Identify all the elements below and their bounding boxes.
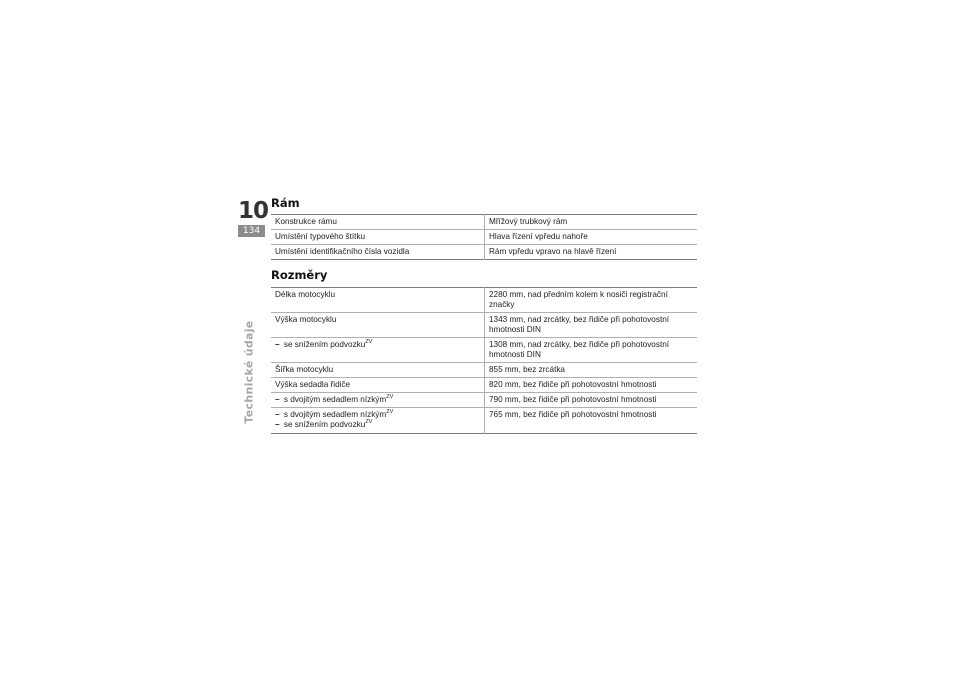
table-row (271, 215, 697, 230)
optional-equipment-marker: ZV (365, 339, 373, 345)
spec-label-cell (271, 408, 485, 434)
spec-label: se snížením podvozku (283, 340, 366, 349)
table-row (271, 230, 697, 245)
table-row (271, 363, 697, 378)
table-row (271, 378, 697, 393)
spec-value: 1343 mm, nad zrcátky, bez řidiče při pohotovostní hmotnosti DIN (485, 313, 698, 338)
table-row (271, 313, 697, 338)
chapter-side-label: Technické údaje (242, 320, 256, 424)
spec-value: 765 mm, bez řidiče při pohotovostní hmotnosti (485, 408, 698, 434)
spec-value: Rám vpředu vpravo na hlavě řízení (485, 245, 698, 260)
spec-label: Výška sedadla řidiče (275, 380, 351, 389)
table-row (271, 393, 697, 408)
frame-spec-table (271, 214, 697, 260)
dash-marker: – (275, 340, 280, 349)
spec-label: Šířka motocyklu (275, 365, 334, 374)
spec-label-cell (271, 393, 485, 408)
spec-label: Umístění typového štítku (275, 232, 366, 241)
chapter-number: 10 (238, 198, 269, 224)
spec-value: 1308 mm, nad zrcátky, bez řidiče při pohotovostní hmotnosti DIN (485, 338, 698, 363)
dash-marker: – (275, 410, 280, 419)
optional-equipment-marker: ZV (386, 409, 394, 415)
dimensions-section-title: Rozměry (271, 268, 328, 282)
dash-marker: – (275, 420, 280, 429)
spec-label: Délka motocyklu (275, 290, 336, 299)
spec-label: s dvojitým sedadlem nízkým (283, 410, 387, 419)
table-row (271, 245, 697, 260)
spec-label: Konstrukce rámu (275, 217, 337, 226)
spec-value: 2280 mm, nad předním kolem k nosiči registrační značky (485, 288, 698, 313)
spec-value: Mřížový trubkový rám (485, 215, 698, 230)
table-row (271, 338, 697, 363)
spec-value: 855 mm, bez zrcátka (485, 363, 698, 378)
spec-value: 820 mm, bez řidiče při pohotovostní hmotnosti (485, 378, 698, 393)
page-number: 134 (238, 225, 265, 237)
spec-label: s dvojitým sedadlem nízkým (283, 395, 387, 404)
spec-label-cell (271, 338, 485, 363)
frame-section-title: Rám (271, 196, 300, 210)
spec-label: se snížením podvozku (283, 420, 366, 429)
spec-value: 790 mm, bez řidiče při pohotovostní hmotnosti (485, 393, 698, 408)
spec-value: Hlava řízení vpředu nahoře (485, 230, 698, 245)
optional-equipment-marker: ZV (386, 394, 394, 400)
spec-label: Výška motocyklu (275, 315, 337, 324)
optional-equipment-marker: ZV (365, 419, 373, 425)
dash-marker: – (275, 395, 280, 404)
dimensions-spec-table (271, 287, 697, 434)
table-row (271, 288, 697, 313)
table-row (271, 408, 697, 434)
spec-label: Umístění identifikačního čísla vozidla (275, 247, 410, 256)
